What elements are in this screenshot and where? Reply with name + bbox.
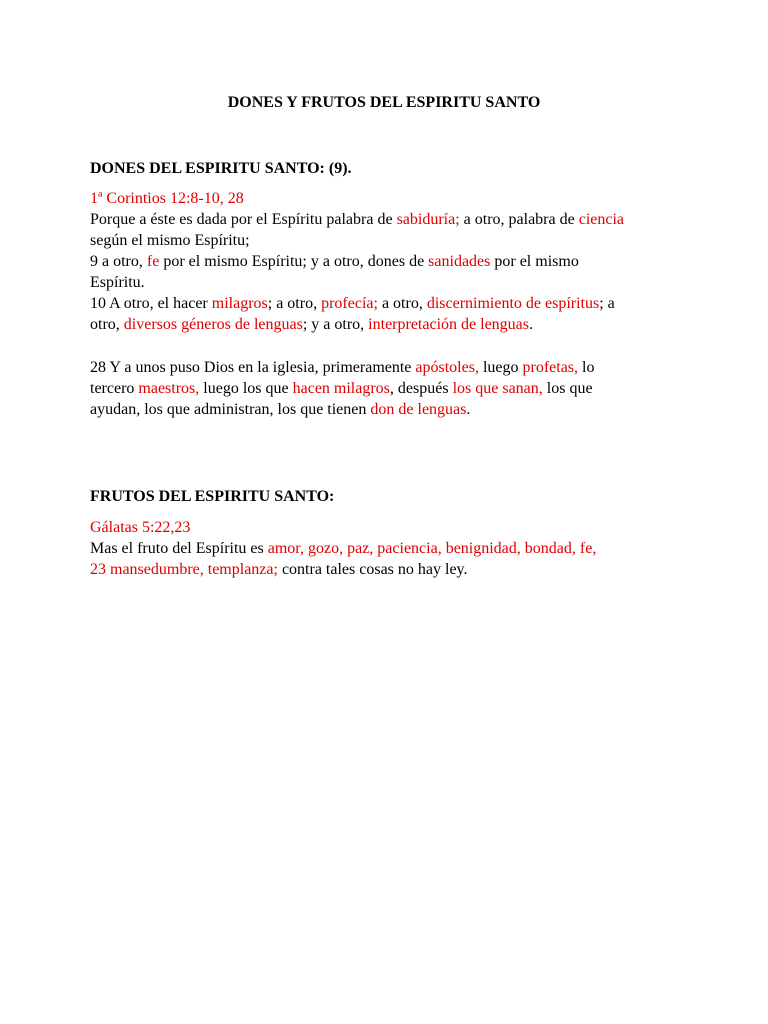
highlighted-text: hacen milagros (292, 380, 390, 397)
highlighted-text: fe (146, 253, 160, 270)
body-text: Porque a éste es dada por el Espíritu palabra de (90, 211, 397, 228)
highlighted-text: amor, gozo, paz, paciencia, benignidad, bondad, fe, (267, 540, 597, 557)
highlighted-text: discernimiento de espíritus (426, 295, 600, 312)
highlighted-text: apóstoles, (415, 359, 479, 376)
text-line (90, 272, 690, 293)
verse-28-passage (90, 357, 690, 420)
body-text: contra tales cosas no hay ley. (277, 561, 468, 578)
body-text: . (466, 401, 471, 418)
body-text: . (529, 316, 533, 333)
document-title: DONES Y FRUTOS DEL ESPIRITU SANTO (227, 94, 541, 111)
highlighted-text: maestros, (138, 380, 200, 397)
body-text: otro, (90, 316, 124, 333)
highlighted-text: 23 mansedumbre, templanza; (90, 561, 278, 578)
body-text: 10 A otro, el hacer (90, 295, 212, 312)
body-text: , después (389, 380, 453, 397)
body-text: Espíritu. (90, 274, 145, 291)
frutos-reference: Gálatas 5:22,23 (90, 519, 191, 536)
body-text: ayudan, los que administran, los que tienen (90, 401, 371, 418)
body-text: ; a (599, 295, 615, 312)
body-text: luego los que (199, 380, 293, 397)
highlighted-text: profecía; (321, 295, 378, 312)
highlighted-text: milagros (211, 295, 268, 312)
body-text: ; a otro, (267, 295, 322, 312)
dones-passage (90, 188, 690, 335)
text-line (90, 293, 690, 314)
dones-verse-lines (90, 209, 690, 335)
body-text: ; y a otro, (302, 316, 369, 333)
body-text: tercero (90, 380, 139, 397)
text-line (90, 209, 690, 230)
dones-reference: 1ª Corintios 12:8-10, 28 (90, 190, 244, 207)
body-text: 28 Y a unos puso Dios en la iglesia, primeramente (90, 359, 416, 376)
body-text: por el mismo (490, 253, 579, 270)
text-line (90, 399, 690, 420)
text-line (90, 538, 690, 559)
body-text: a otro, palabra de (459, 211, 579, 228)
highlighted-text: los que sanan, (452, 380, 543, 397)
body-text: luego (478, 359, 523, 376)
text-line (90, 559, 690, 580)
highlighted-text: sanidades (428, 253, 491, 270)
highlighted-text: ciencia (578, 211, 625, 228)
body-text: lo (578, 359, 595, 376)
frutos-verse-lines (90, 538, 690, 580)
frutos-passage (90, 517, 690, 580)
highlighted-text: sabiduría; (396, 211, 460, 228)
highlighted-text: don de lenguas (370, 401, 467, 418)
body-text: según el mismo Espíritu; (90, 232, 250, 249)
text-line (90, 357, 690, 378)
verse-28-lines (90, 357, 690, 420)
body-text: 9 a otro, (90, 253, 147, 270)
body-text: por el mismo Espíritu; y a otro, dones de (159, 253, 429, 270)
body-text: Mas el fruto del Espíritu es (90, 540, 268, 557)
frutos-heading: FRUTOS DEL ESPIRITU SANTO: (90, 488, 335, 505)
body-text: los que (542, 380, 593, 397)
text-line (90, 314, 690, 335)
highlighted-text: interpretación de lenguas (368, 316, 529, 333)
highlighted-text: profetas, (522, 359, 579, 376)
dones-heading: DONES DEL ESPIRITU SANTO: (9). (90, 160, 352, 177)
text-line (90, 378, 690, 399)
highlighted-text: diversos géneros de lenguas (123, 316, 303, 333)
text-line (90, 230, 690, 251)
text-line (90, 251, 690, 272)
body-text: a otro, (377, 295, 427, 312)
